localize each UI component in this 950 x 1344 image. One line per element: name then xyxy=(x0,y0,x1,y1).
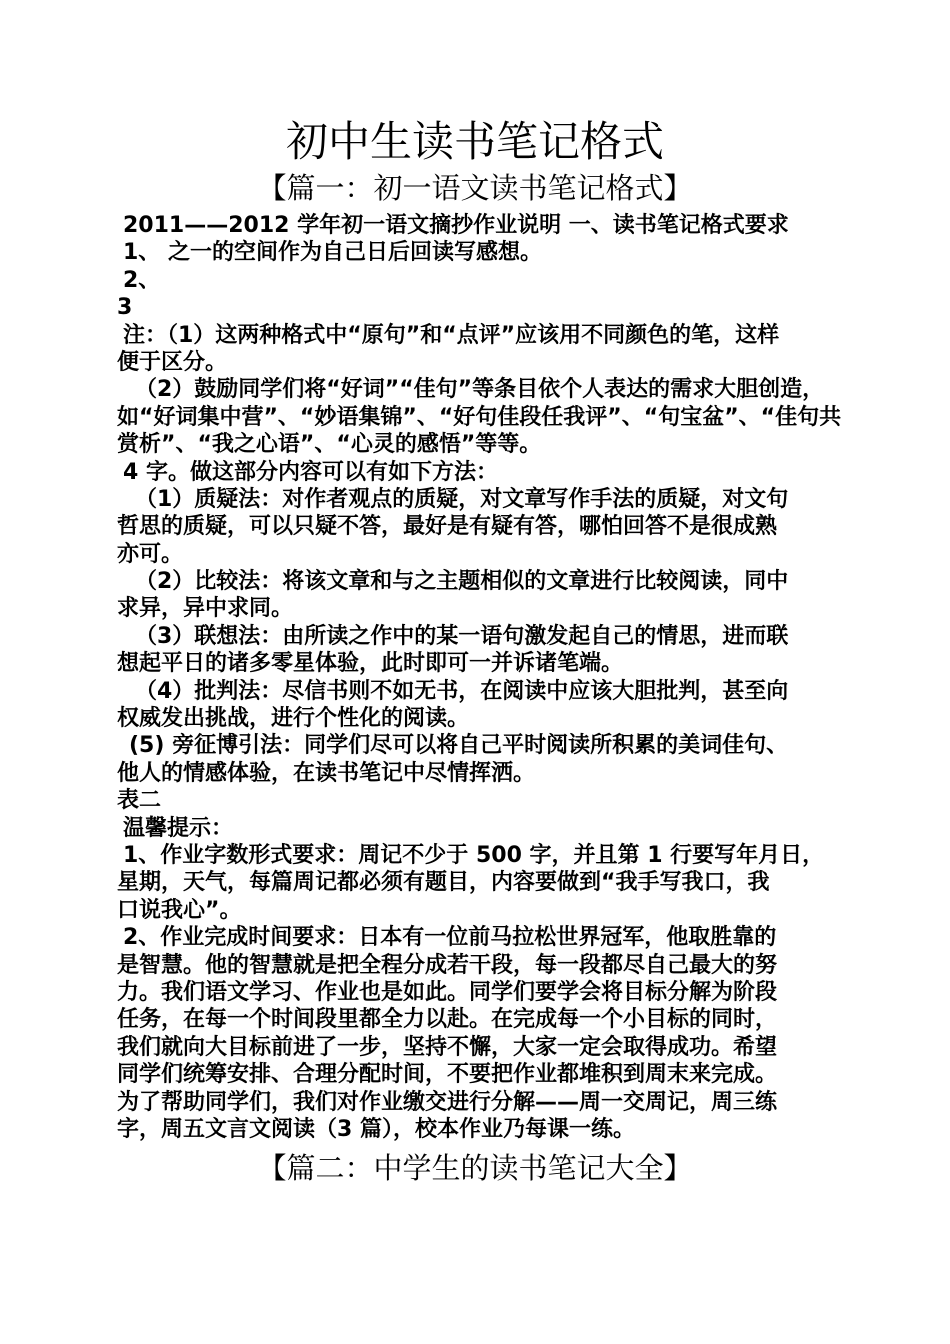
body-line: 1、作业字数形式要求：周记不少于 500 字，并且第 1 行要写年月日， xyxy=(123,842,825,868)
body-line: 2011——2012 学年初一语文摘抄作业说明 一、读书笔记格式要求 xyxy=(123,213,789,238)
body-line: （3）联想法：由所读之作中的某一语句激发起自己的情思，进而联 xyxy=(135,623,789,649)
body-line: 同学们统筹安排、合理分配时间，不要把作业都堆积到周末来完成。 xyxy=(117,1062,778,1088)
body-line: (5) 旁征博引法：同学们尽可以将自己平时阅读所积累的美词佳句、 xyxy=(129,733,789,759)
body-line: 口说我心”。 xyxy=(117,897,242,923)
body-line: 2、 xyxy=(123,267,161,293)
body-line: 温馨提示： xyxy=(123,815,234,841)
body-line: （2）鼓励同学们将“好词”“佳句”等条目依个人表达的需求大胆创造， xyxy=(135,377,825,403)
body-line: 哲思的质疑，可以只疑不答，最好是有疑有答，哪怕回答不是很成熟 xyxy=(117,514,778,540)
body-line: 亦可。 xyxy=(117,541,184,567)
body-line: 他人的情感体验，在读书笔记中尽情挥洒。 xyxy=(117,760,536,786)
body-text xyxy=(117,212,847,1143)
body-line: 如“好词集中营”、“妙语集锦”、“好句佳段任我评”、“句宝盆”、“佳句共 xyxy=(117,404,842,430)
body-line: 是智慧。他的智慧就是把全程分成若干段，每一段都尽自己最大的努 xyxy=(117,952,778,978)
body-line: 字，周五文言文阅读（3 篇），校本作业乃每课一练。 xyxy=(117,1116,635,1142)
document-title: 初中生读书笔记格式 xyxy=(285,117,664,166)
body-line: 星期，天气，每篇周记都必须有题目，内容要做到“我手写我口，我 xyxy=(117,870,770,896)
body-line: 我们就向大目标前进了一步，坚持不懈，大家一定会取得成功。希望 xyxy=(117,1034,778,1060)
body-line: 2、作业完成时间要求：日本有一位前马拉松世界冠军，他取胜靠的 xyxy=(123,925,777,951)
body-line: （2）比较法：将该文章和与之主题相似的文章进行比较阅读，同中 xyxy=(135,569,789,595)
body-line: 求异，异中求同。 xyxy=(117,596,294,622)
body-line: 表二 xyxy=(117,788,162,814)
body-line: 权威发出挑战，进行个性化的阅读。 xyxy=(117,706,470,732)
body-line: 赏析”、“我之心语”、“心灵的感悟”等等。 xyxy=(117,432,542,458)
body-line: 4 字。做这部分内容可以有如下方法： xyxy=(123,459,498,485)
body-line: 3 xyxy=(117,295,133,321)
body-line: 便于区分。 xyxy=(117,349,228,375)
body-line: 为了帮助同学们，我们对作业缴交进行分解——周一交周记，周三练 xyxy=(117,1089,778,1115)
body-line: 任务，在每一个时间段里都全力以赴。在完成每一个小目标的同时， xyxy=(117,1007,778,1033)
body-line: 想起平日的诸多零星体验，此时即可一并诉诸笔端。 xyxy=(117,651,624,677)
body-line: 1、 之一的空间作为自己日后回读写感想。 xyxy=(123,240,542,266)
body-line: （4）批判法：尽信书则不如无书，在阅读中应该大胆批判，甚至向 xyxy=(135,678,789,704)
body-line: （1）质疑法：对作者观点的质疑，对文章写作手法的质疑，对文句 xyxy=(135,486,789,512)
body-line: 力。我们语文学习、作业也是如此。同学们要学会将目标分解为阶段 xyxy=(117,979,778,1005)
body-line: 注：（1）这两种格式中“原句”和“点评”应该用不同颜色的笔，这样 xyxy=(123,322,780,348)
section-2-heading: 【篇二：中学生的读书笔记大全】 xyxy=(257,1151,693,1185)
section-1-heading: 【篇一：初一语文读书笔记格式】 xyxy=(257,171,693,205)
